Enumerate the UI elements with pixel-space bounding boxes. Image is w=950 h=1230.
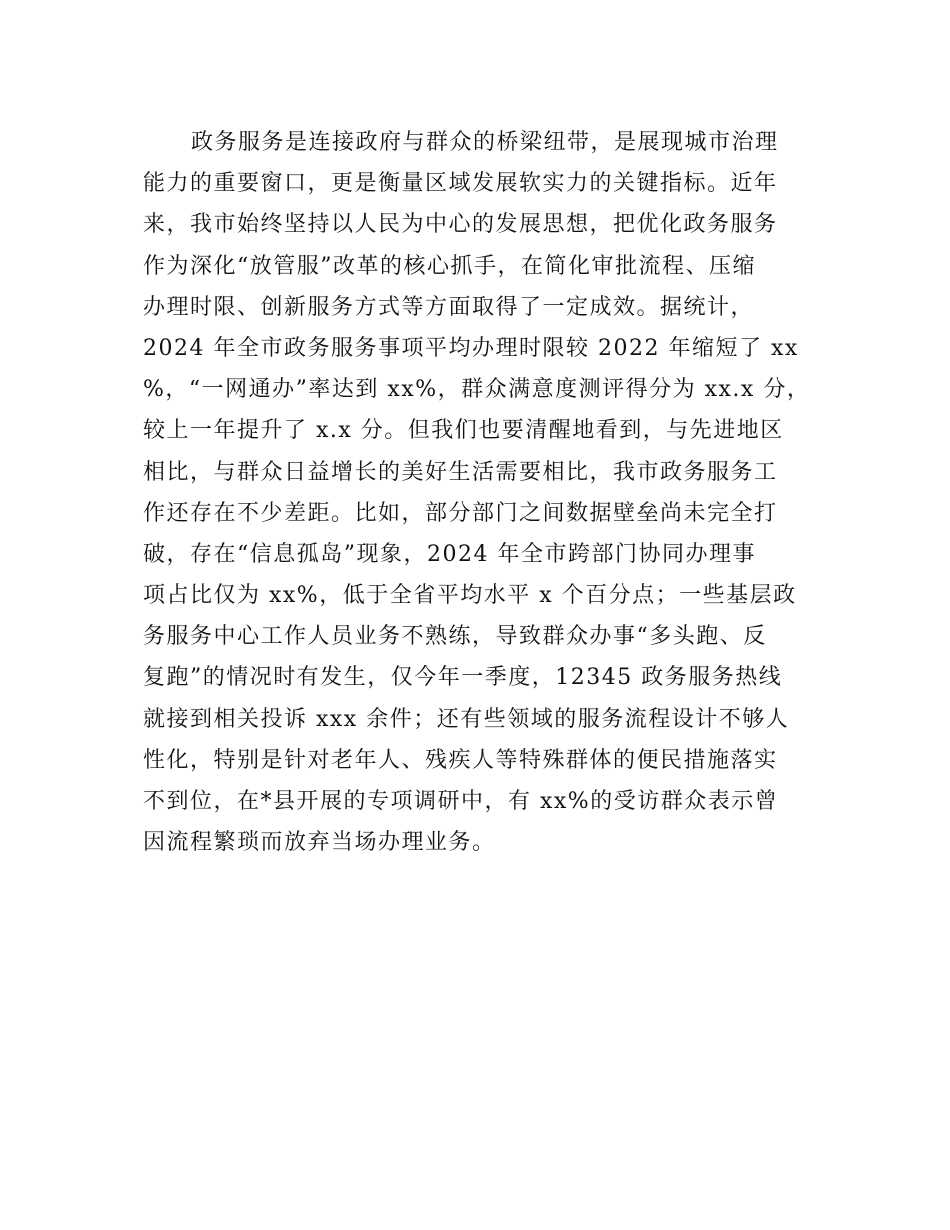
paragraph-line: 较上一年提升了 x.x 分。但我们也要清醒地看到，与先进地区 [143,418,784,444]
paragraph-line: 复跑”的情况时有发生，仅今年一季度，12345 政务服务热线 [143,665,783,691]
paragraph-line: 务服务中心工作人员业务不熟练，导致群众办事“多头跑、反 [143,624,767,650]
paragraph-line: 作还存在不少差距。比如，部分部门之间数据壁垒尚未完全打 [143,500,778,526]
paragraph-line: 性化，特别是针对老年人、残疾人等特殊群体的便民措施落实 [143,747,778,773]
paragraph-line: %，“一网通办”率达到 xx%，群众满意度测评得分为 xx.x 分， [143,377,811,403]
paragraph-line: 相比，与群众日益增长的美好生活需要相比，我市政务服务工 [143,459,778,485]
paragraph-line: 来，我市始终坚持以人民为中心的发展思想，把优化政务服务 [143,212,778,238]
paragraph-line: 能力的重要窗口，更是衡量区域发展软实力的关键指标。近年 [143,171,778,197]
body-paragraph [143,122,813,863]
paragraph-line: 2024 年全市政务服务事项平均办理时限较 2022 年缩短了 xx [143,335,799,361]
paragraph-line: 破，存在“信息孤岛”现象，2024 年全市跨部门协同办理事 [143,541,756,567]
paragraph-line: 作为深化“放管服”改革的核心抓手，在简化审批流程、压缩 [143,253,756,279]
paragraph-line: 就接到相关投诉 xxx 余件；还有些领域的服务流程设计不够人 [143,706,790,732]
paragraph-line: 办理时限、创新服务方式等方面取得了一定成效。据统计， [143,294,755,320]
paragraph-line: 政务服务是连接政府与群众的桥梁纽带，是展现城市治理 [191,130,779,155]
paragraph-line: 因流程繁琐而放弃当场办理业务。 [143,830,496,856]
paragraph-line: 项占比仅为 xx%，低于全省平均水平 x 个百分点；一些基层政 [143,583,797,609]
paragraph-line: 不到位，在*县开展的专项调研中，有 xx%的受访群众表示曾 [143,789,779,814]
